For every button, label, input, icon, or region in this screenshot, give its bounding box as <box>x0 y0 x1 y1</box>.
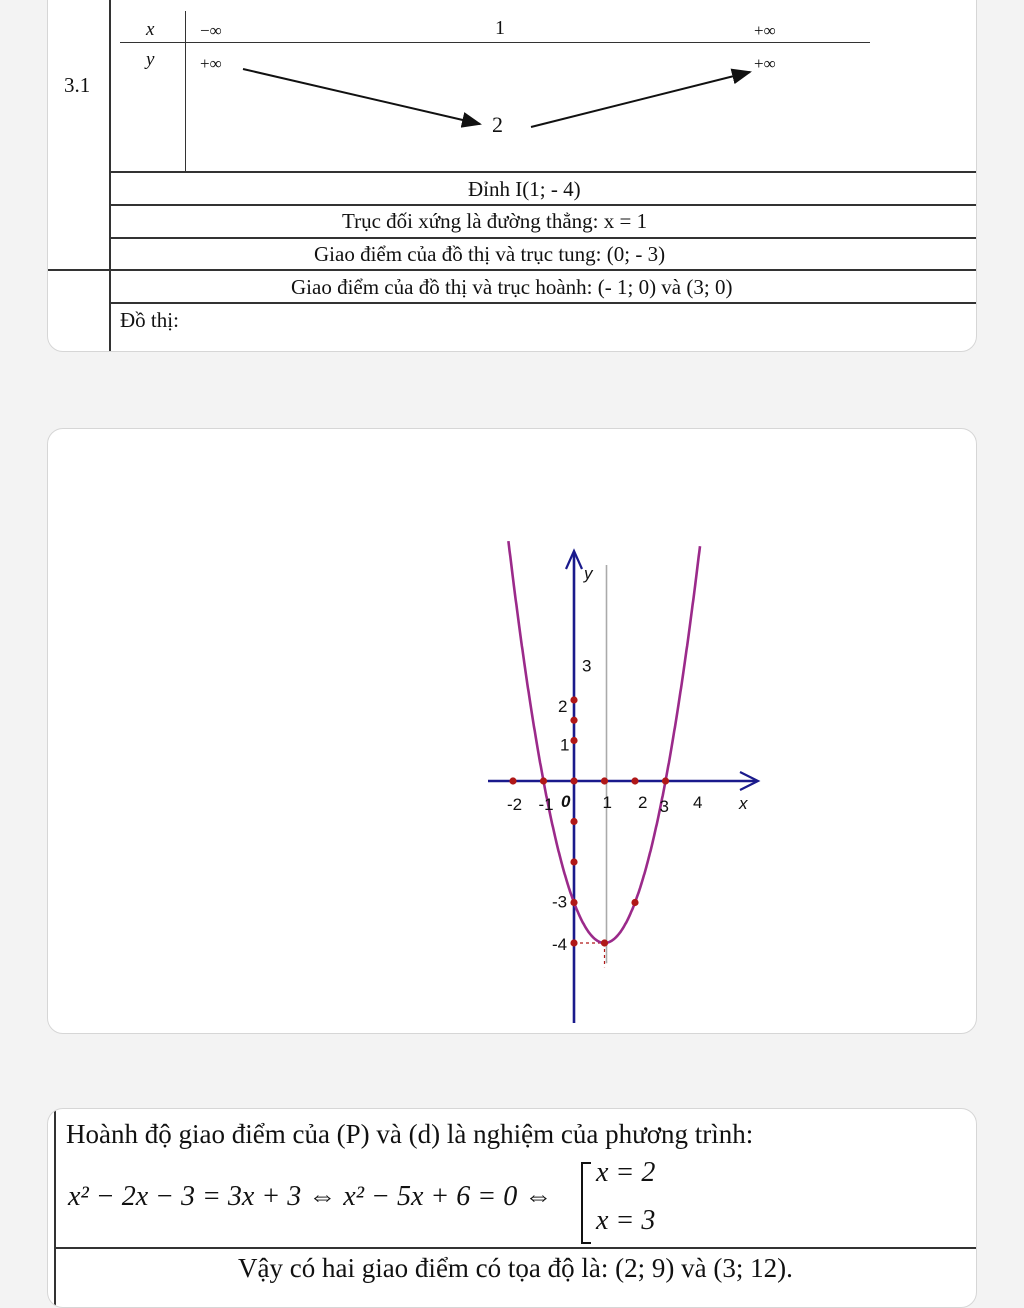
system-bracket <box>578 1161 594 1245</box>
graph-point <box>570 777 577 784</box>
bbt-arrows <box>48 0 977 181</box>
solution-intro: Hoành độ giao điểm của (P) và (d) là nghiệm của phương trình: <box>66 1119 754 1149</box>
x-tick-label: -1 <box>538 795 554 814</box>
solution-card <box>47 1108 977 1308</box>
bbt-x-vertex: 1 <box>495 17 505 39</box>
bbt-x-minus-inf: −∞ <box>200 21 222 40</box>
y-tick-label: 1 <box>560 735 570 755</box>
variation-table-card <box>47 0 977 352</box>
graph-label: Đồ thị: <box>120 308 179 332</box>
graph-point <box>540 777 547 784</box>
graph-point <box>601 777 608 784</box>
graph-point <box>570 717 577 724</box>
y-tick-label: -3 <box>552 892 568 912</box>
graph-point <box>631 777 638 784</box>
graph-point <box>631 899 638 906</box>
x-tick-label: -2 <box>507 795 523 814</box>
graph-point <box>570 696 577 703</box>
y-axis-label: y <box>584 564 593 583</box>
row-border-4 <box>48 269 977 271</box>
bbt-y-min: 2 <box>492 112 503 137</box>
solution-conclusion: Vậy có hai giao điểm có tọa độ là: (2; 9) và (3; 12). <box>238 1253 793 1283</box>
parabola-graph <box>48 429 977 1034</box>
solution-left-border <box>54 1109 56 1308</box>
root-2: x = 3 <box>596 1205 656 1236</box>
graph-point <box>570 818 577 825</box>
x-tick-label: 2 <box>638 793 648 812</box>
x-axis-label: x <box>739 794 748 813</box>
graph-point <box>570 939 577 946</box>
graph-point <box>601 939 608 946</box>
x-tick-label: 3 <box>659 797 669 816</box>
solution-equation: x² − 2x − 3 = 3x + 3 ⇔ x² − 5x + 6 = 0 ⇔ <box>68 1181 553 1212</box>
symmetry-axis-row: Trục đối xứng là đường thẳng: x = 1 <box>342 209 648 233</box>
bbt-x-plus-inf: +∞ <box>754 21 776 40</box>
y-intercept-row: Giao điểm của đồ thị và trục tung: (0; - 3) <box>314 242 666 266</box>
y-tick-label: 2 <box>558 697 568 716</box>
graph-point <box>570 858 577 865</box>
bbt-x-label: x <box>146 19 155 40</box>
increasing-arrow <box>531 72 750 127</box>
x-intercept-row: Giao điểm của đồ thị và trục hoành: (- 1; 0) và (3; 0) <box>291 275 733 299</box>
bbt-y-right-inf: +∞ <box>754 54 776 73</box>
parabola-curve <box>508 541 703 943</box>
section-number: 3.1 <box>64 73 91 97</box>
y-tick-label: 3 <box>582 656 592 676</box>
graph-point <box>662 777 669 784</box>
y-tick-label: -4 <box>552 935 568 954</box>
origin-label: 0 <box>561 792 571 811</box>
bbt-y-left-inf: +∞ <box>200 54 222 73</box>
row-border-2 <box>109 204 977 206</box>
x-tick-label: 1 <box>602 793 612 812</box>
solution-divider <box>54 1247 977 1249</box>
graph-point <box>570 737 577 744</box>
x-tick-label: 4 <box>693 793 703 812</box>
graph-point <box>509 777 516 784</box>
root-1: x = 2 <box>596 1157 656 1188</box>
graph-card <box>47 428 977 1034</box>
row-border-5 <box>109 302 977 304</box>
bbt-y-label: y <box>146 49 155 70</box>
decreasing-arrow <box>243 69 480 124</box>
row-border-3 <box>109 237 977 239</box>
vertex-row: Đỉnh I(1; - 4) <box>468 177 581 201</box>
graph-point <box>570 899 577 906</box>
